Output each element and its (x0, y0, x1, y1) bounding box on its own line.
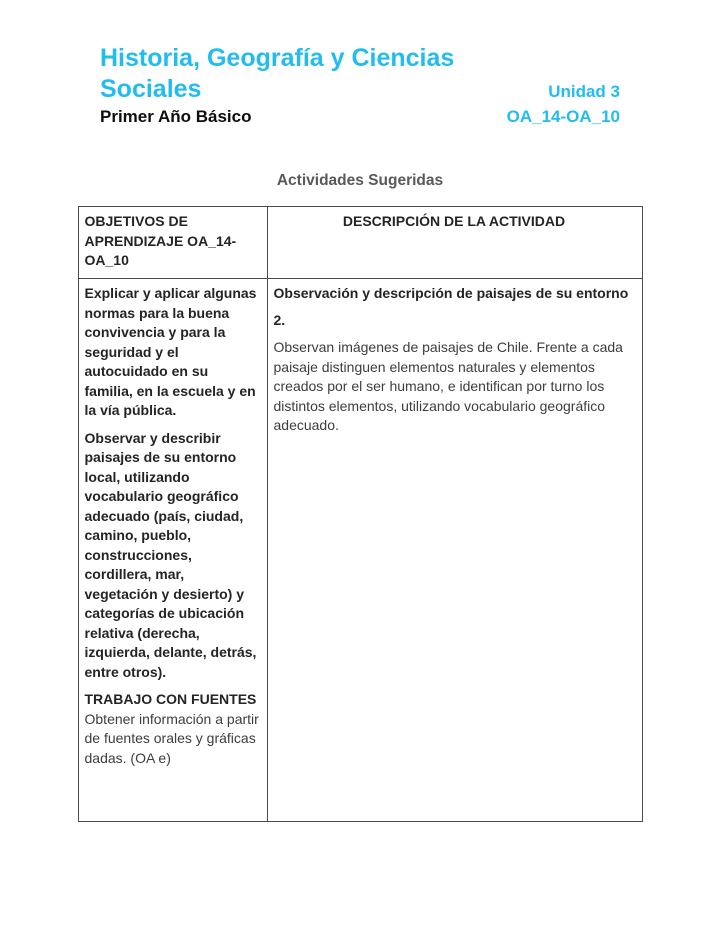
activity-number: 2. (273, 311, 286, 328)
description-column-header: DESCRIPCIÓN DE LA ACTIVIDAD (267, 207, 642, 279)
objectives-cell (78, 279, 267, 822)
fuentes-text: Obtener información a partir de fuentes orales y gráficas dadas. (OA e) (84, 710, 259, 766)
activity-description: Observan imágenes de paisajes de Chile. Frente a cada paisaje distinguen elementos naturales y elementos creados por el ser humano, e identifican por turno los distintos elementos, utilizando vocabulario geográfico adecuado. (273, 339, 623, 433)
objective-paragraph-1: Explicar y aplicar algunas normas para la buena convivencia y para la seguridad y el autocuidado en su familia, en la escuela y en la vía pública. (84, 285, 257, 418)
course-title-line2: Sociales (100, 75, 202, 103)
activities-table (78, 206, 643, 822)
objective-paragraph-2: Observar y describir paisajes de su entorno local, utilizando vocabulario geográfico adecuado (país, ciudad, camino, pueblo, construcciones, cordillera, mar, vegetación y desierto) y categorías de ubicación relativa (derecha, izquierda, delante, detrás, entre otros). (84, 429, 257, 680)
subtitle-row (100, 106, 620, 127)
activity-title: Observación y descripción de paisajes de su entorno (273, 285, 629, 301)
course-title-line1: Historia, Geografía y Ciencias (100, 44, 455, 72)
table-body-row (78, 279, 642, 822)
table-header-row (78, 207, 642, 279)
document-header (0, 0, 720, 127)
fuentes-heading: TRABAJO CON FUENTES (84, 691, 257, 707)
title-row (100, 74, 620, 105)
activity-cell (267, 279, 642, 822)
oa-code: OA_14-OA_10 (506, 107, 620, 126)
grade-label: Primer Año Básico (100, 107, 252, 126)
unit-label: Unidad 3 (548, 82, 620, 101)
objectives-column-header: OBJETIVOS DE APRENDIZAJE OA_14-OA_10 (78, 207, 267, 279)
section-title: Actividades Sugeridas (276, 172, 444, 189)
